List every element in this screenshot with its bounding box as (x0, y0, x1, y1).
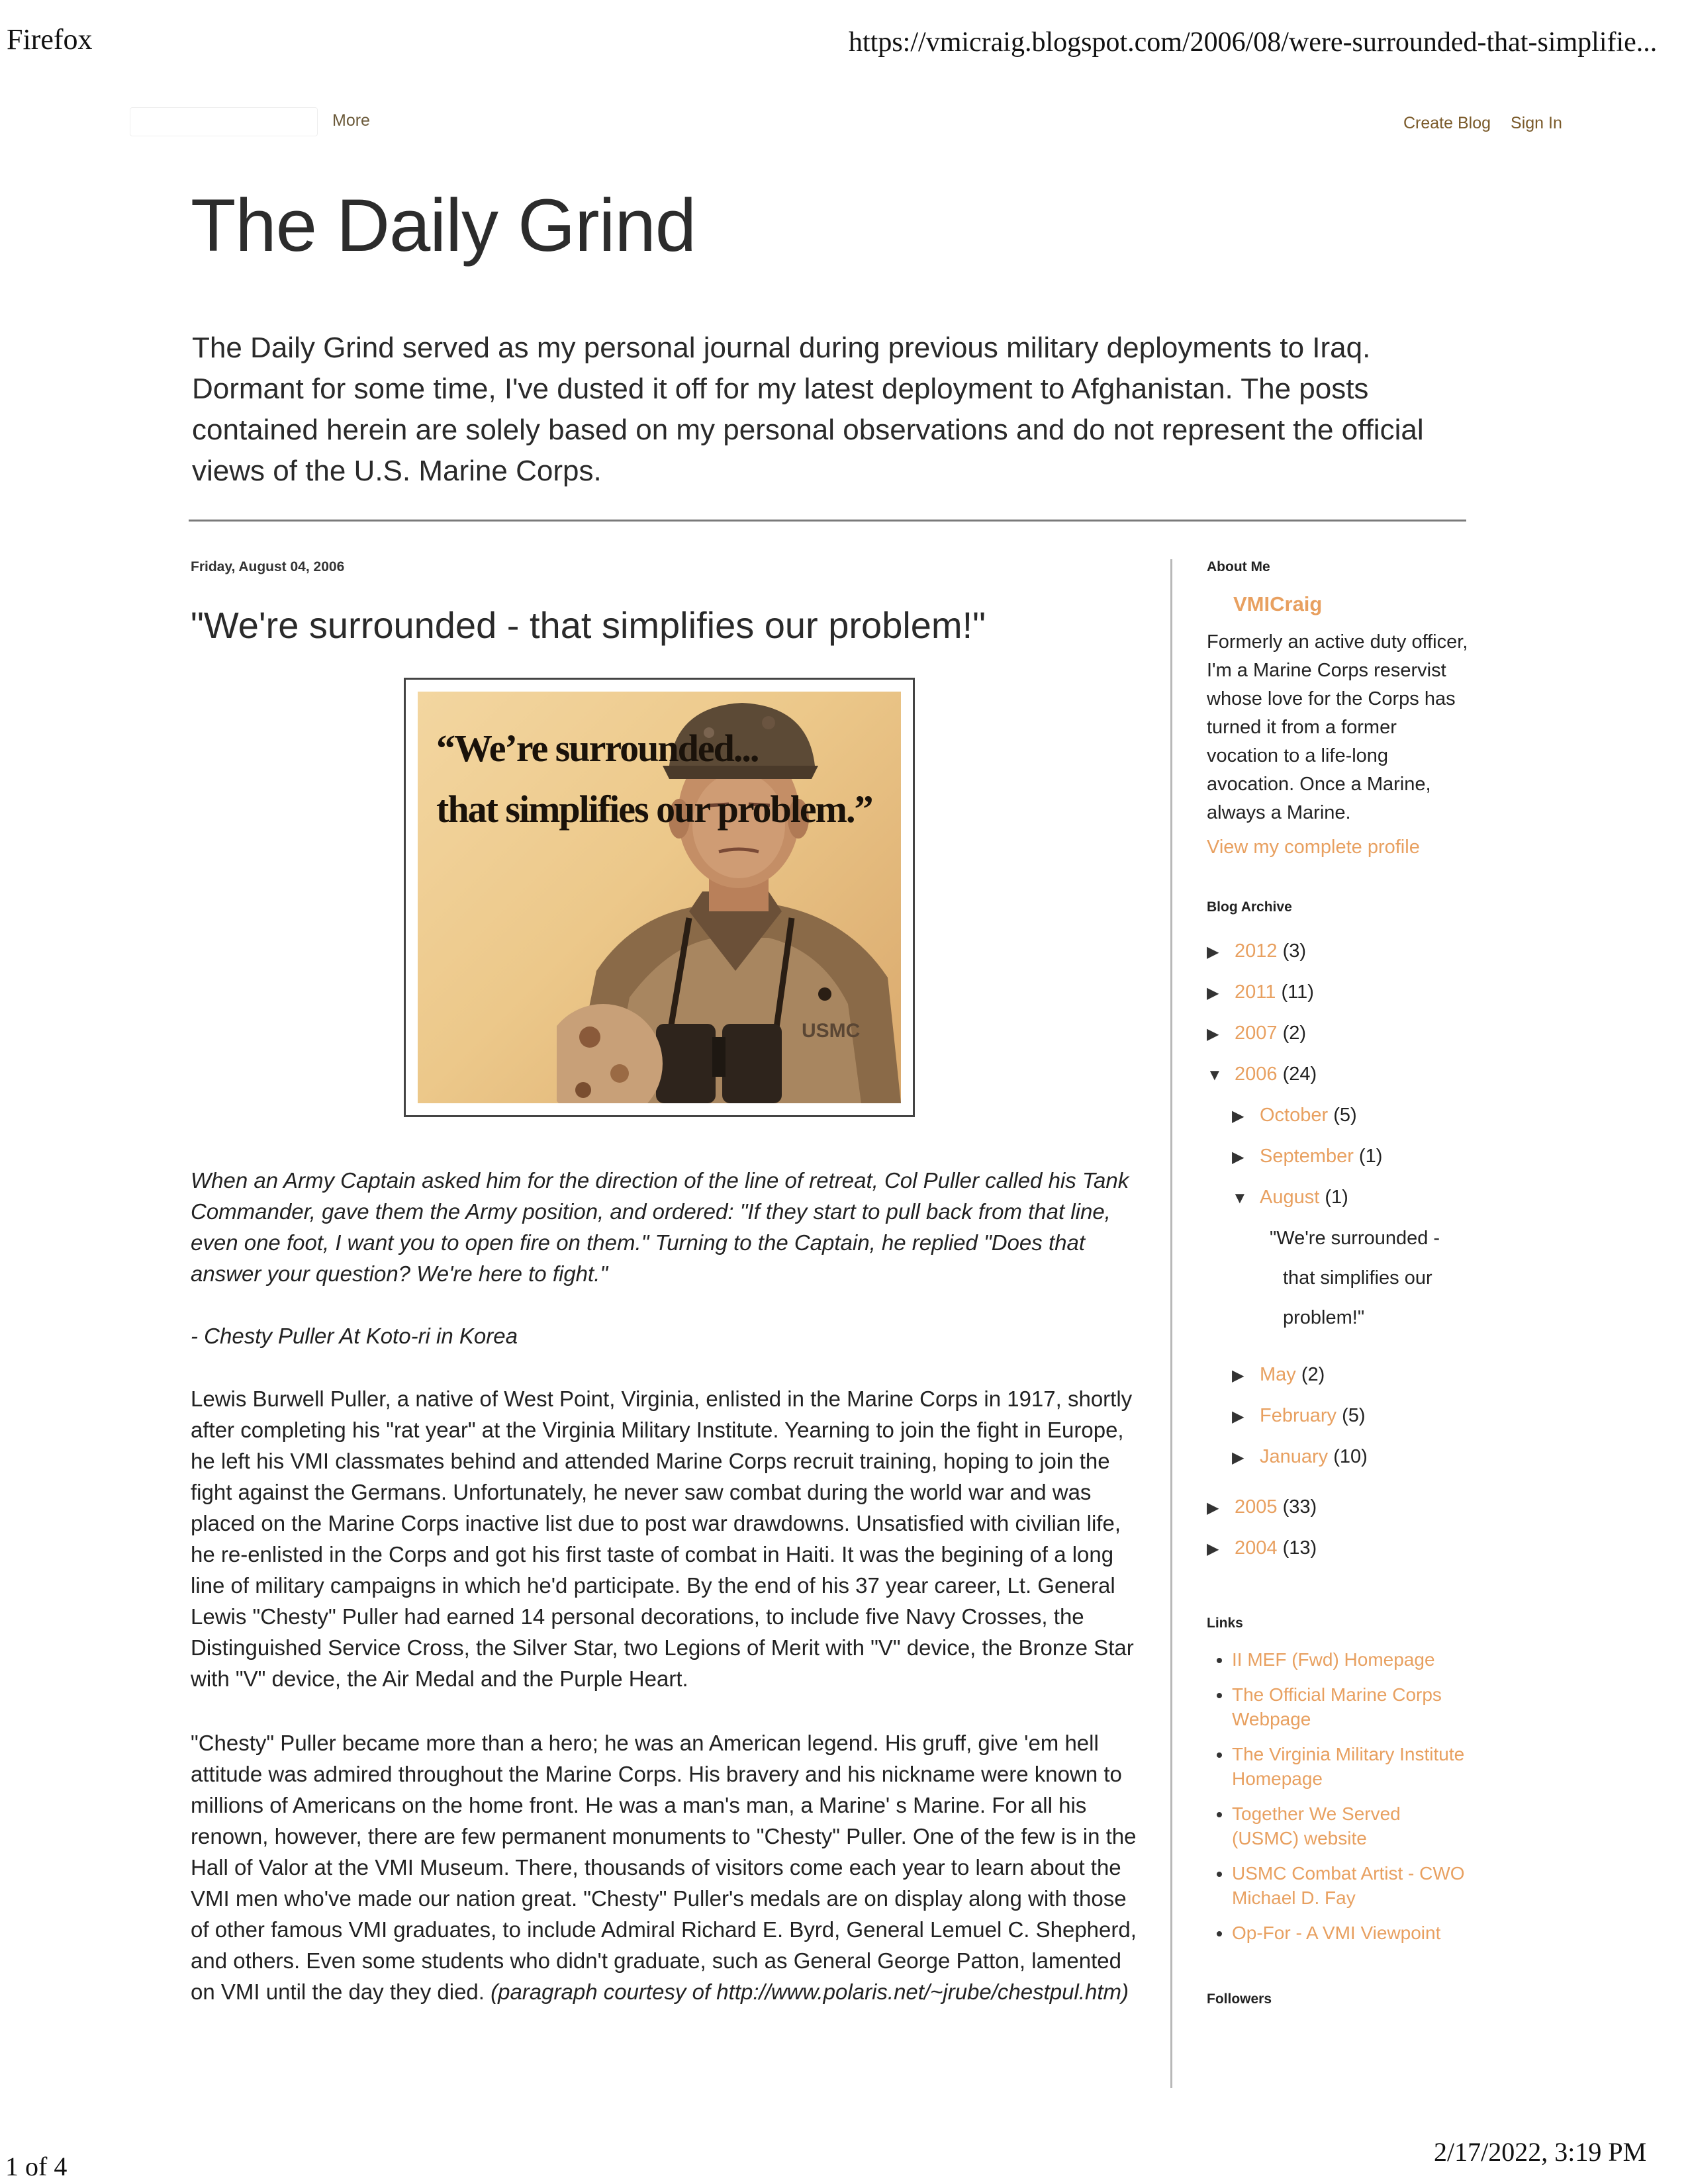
post-quote-attribution: - Chesty Puller At Koto-ri in Korea (191, 1324, 518, 1348)
sign-in-link[interactable]: Sign In (1511, 114, 1562, 132)
about-me-text: Formerly an active duty officer, I'm a Marine Corps reservist whose love for the Corps has turned it from a former vocation to a life-long avocation. Once a Marine, always a Marine. (1207, 631, 1468, 823)
archive-count: (13) (1282, 1537, 1317, 1559)
post-image[interactable] (404, 678, 915, 1117)
archive-year-2004 (1207, 1528, 1472, 1569)
print-url: https://vmicraig.blogspot.com/2006/08/were-surrounded-that-simplifie... (849, 27, 1658, 58)
archive-month-february (1207, 1396, 1472, 1437)
navbar-actions (1403, 114, 1562, 133)
expand-arrow-icon[interactable]: ▶ (1232, 1408, 1244, 1426)
link-item[interactable]: • The Official Marine Corps Webpage (1232, 1682, 1472, 1731)
poster-quote-text (436, 727, 872, 831)
profile-name-link[interactable]: VMICraig (1233, 592, 1323, 615)
link-item[interactable]: • Together We Served (USMC) website (1232, 1801, 1472, 1850)
archive-count: (11) (1281, 981, 1314, 1003)
view-profile-link[interactable]: View my complete profile (1207, 837, 1420, 858)
archive-count: (24) (1282, 1064, 1317, 1085)
links-list (1207, 1647, 1472, 1945)
archive-count: (5) (1333, 1105, 1357, 1126)
column-divider (1170, 559, 1172, 2088)
about-me-heading: About Me (1207, 559, 1270, 574)
expand-arrow-icon[interactable]: ▶ (1207, 1499, 1219, 1517)
archive-year-link[interactable]: 2007 (1235, 1023, 1278, 1044)
expand-arrow-icon[interactable]: ▶ (1232, 1148, 1244, 1166)
print-timestamp: 2/17/2022, 3:19 PM (1434, 2137, 1647, 2167)
archive-year-link[interactable]: 2004 (1235, 1537, 1278, 1559)
archive-count: (1) (1358, 1146, 1383, 1167)
expand-arrow-icon[interactable]: ▶ (1232, 1367, 1244, 1385)
archive-year-link[interactable]: 2005 (1235, 1496, 1278, 1518)
post-paragraph (191, 1727, 1144, 2007)
archive-count: (2) (1282, 1023, 1307, 1044)
archive-year-2006 (1207, 1054, 1472, 1095)
print-page-count: 1 of 4 (5, 2152, 68, 2181)
archive-year-2007 (1207, 1013, 1472, 1054)
archive-year-link[interactable]: 2011 (1235, 981, 1276, 1003)
expand-arrow-icon[interactable]: ▶ (1232, 1449, 1244, 1467)
archive-month-may (1207, 1355, 1472, 1396)
archive-month-link[interactable]: September (1260, 1146, 1354, 1167)
print-app-name: Firefox (7, 23, 93, 56)
archive-count: (3) (1282, 940, 1307, 962)
archive-year-link[interactable]: 2006 (1235, 1064, 1278, 1085)
link-item[interactable]: • Op-For - A VMI Viewpoint (1232, 1921, 1472, 1945)
post-paragraph: Lewis Burwell Puller, a native of West Point, Virginia, enlisted in the Marine Corps in 1917, shortly after completing his "rat year" at the Virginia Military Institute. Yearning to join the fight in Europe, he left his VMI classmates behind and attended Marine Corps recruit training, hoping to join the fight against the Germans. Unfortunately, he never saw combat during the world war and was placed on the Marine Corps inactive list due to post war drawdowns. Unsatisfied with civilian life, he re-enlisted in the Corps and got his first taste of combat in Haiti. It was the begining of a long line of military campaigns in which he'd participate. By the end of his 37 year career, Lt. General Lewis "Chesty" Puller had earned 14 personal decorations, to include five Navy Crosses, the Distinguished Service Cross, the Silver Star, two Legions of Merit with "V" device, the Bronze Star with "V" device, the Air Medal and the Purple Heart. (191, 1387, 1134, 1691)
link-item[interactable]: • The Virginia Military Institute Homepage (1232, 1742, 1472, 1791)
puller-poster (418, 692, 901, 1103)
archive-month-link[interactable]: January (1260, 1446, 1329, 1467)
archive-month-september (1207, 1136, 1472, 1177)
expand-arrow-icon[interactable]: ▶ (1207, 943, 1219, 961)
expand-arrow-icon[interactable]: ▶ (1207, 1025, 1219, 1043)
blog-description: The Daily Grind served as my personal journal during previous military deployments to Iraq. Dormant for some time, I've dusted it off for my latest deployment to Afghanistan. The posts contained herein are solely based on my personal observations and do not represent the official views of the U.S. Marine Corps. (192, 332, 1424, 487)
navbar-search-input[interactable] (130, 107, 318, 136)
link-item[interactable]: • II MEF (Fwd) Homepage (1232, 1647, 1472, 1672)
collapse-arrow-icon[interactable]: ▼ (1207, 1066, 1223, 1084)
archive-month-october (1207, 1095, 1472, 1136)
create-blog-link[interactable]: Create Blog (1403, 114, 1491, 132)
poster-quote-line2: that simplifies our problem.” (436, 788, 872, 831)
archive-year-2012 (1207, 931, 1472, 972)
archive-month-link[interactable]: May (1260, 1364, 1296, 1385)
navbar-more-link[interactable]: More (332, 111, 370, 130)
archive-count: (5) (1342, 1405, 1366, 1426)
post-quote: When an Army Captain asked him for the direction of the line of retreat, Col Puller called his Tank Commander, gave them the Army position, and ordered: "If they start to pull back from that line, even one foot, I want you to open fire on them." Turning to the Captain, he replied "Does that answer your question? We're here to fight." (191, 1168, 1129, 1286)
svg-text:USMC: USMC (802, 1020, 861, 1042)
followers-heading: Followers (1207, 1991, 1272, 2007)
blog-archive-list (1207, 931, 1472, 1569)
post-date: Friday, August 04, 2006 (191, 559, 345, 574)
archive-count: (2) (1301, 1364, 1325, 1385)
expand-arrow-icon[interactable]: ▶ (1232, 1107, 1244, 1125)
archive-count: (10) (1333, 1446, 1368, 1467)
archive-count: (1) (1325, 1187, 1348, 1208)
archive-month-january (1207, 1437, 1472, 1478)
archive-month-link[interactable]: February (1260, 1405, 1337, 1426)
blog-archive-heading: Blog Archive (1207, 899, 1292, 915)
links-heading: Links (1207, 1615, 1243, 1631)
poster-quote-line1: “We’re surrounded... (436, 727, 759, 770)
expand-arrow-icon[interactable]: ▶ (1207, 1540, 1219, 1558)
post-paragraph-courtesy: (paragraph courtesy of http://www.polaris.net/~jrube/chestpul.htm) (491, 1979, 1129, 2004)
post-paragraph-text: "Chesty" Puller became more than a hero; he was an American legend. His gruff, give 'em hell attitude was admired throughout the Marine Corps. His bravery and his nickname were known to millions of Americans on the home front. He was a man's man, a Marine' s Marine. For all his renown, however, there are few permanent monuments to "Chesty" Puller. One of the few is in the Hall of Valor at the VMI Museum. There, thousands of visitors come each year to learn about the VMI men who've made our nation great. "Chesty" Puller's medals are on display along with those of other famous VMI graduates, to include Admiral Richard E. Byrd, General Lemuel C. Shepherd, and others. Even some students who didn't graduate, such as General George Patton, lamented on VMI until the day they died. (191, 1731, 1137, 2004)
expand-arrow-icon[interactable]: ▶ (1207, 984, 1219, 1002)
header-divider (189, 520, 1466, 522)
blog-title[interactable]: The Daily Grind (191, 184, 696, 267)
link-item[interactable]: • USMC Combat Artist - CWO Michael D. Fay (1232, 1861, 1472, 1910)
archive-year-link[interactable]: 2012 (1235, 940, 1278, 962)
archive-month-link[interactable]: August (1260, 1187, 1320, 1208)
archive-count: (33) (1282, 1496, 1317, 1518)
sidebar (1207, 559, 1472, 2007)
collapse-arrow-icon[interactable]: ▼ (1232, 1189, 1248, 1207)
archive-year-2005 (1207, 1487, 1472, 1528)
post-title[interactable]: "We're surrounded - that simplifies our problem!" (191, 604, 986, 646)
archive-post-link[interactable]: "We're surrounded - that simplifies our problem!" (1270, 1228, 1440, 1328)
archive-month-august (1207, 1177, 1472, 1218)
archive-month-link[interactable]: October (1260, 1105, 1329, 1126)
archive-year-2011 (1207, 972, 1472, 1013)
